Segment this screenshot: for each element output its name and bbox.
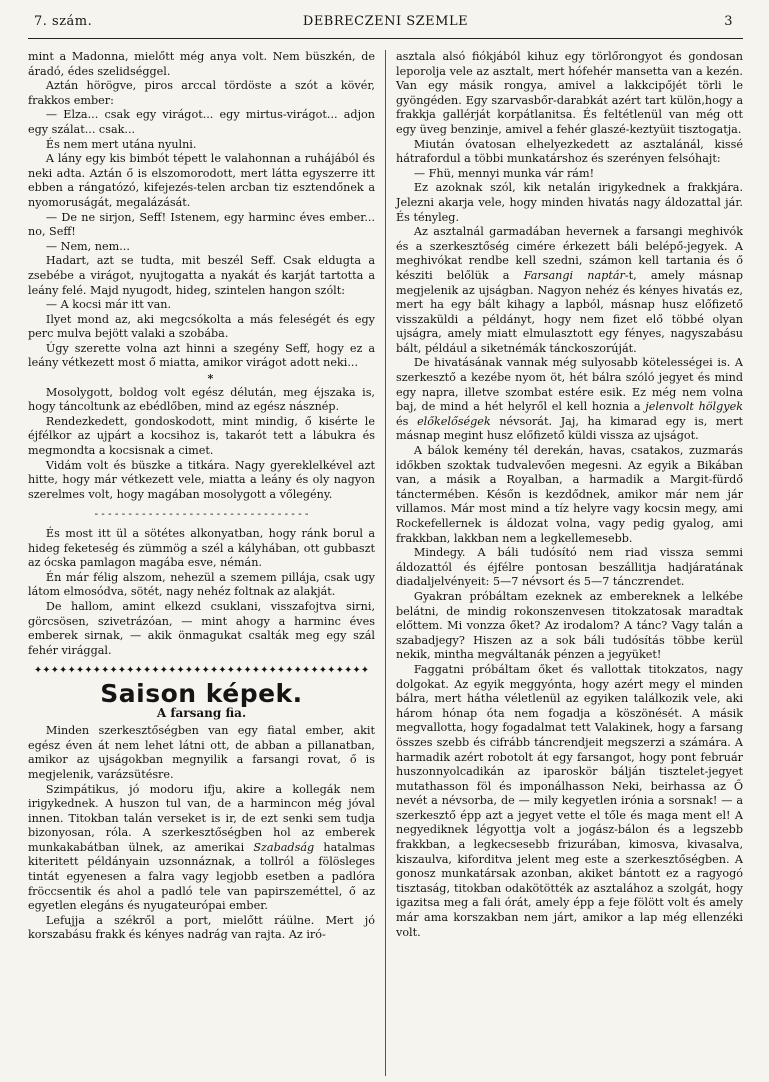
paragraph: A lány egy kis bimbót tépett le valahonnan a ruhájából és neki adta. Aztán ő is elszomorodott, mert látta egyszerre itt ebben a rángatózó, kifejezés-telen arcban tiz esztendőnek a nyomoruságát, megalázását. (28, 152, 375, 209)
paragraph: Lefujja a székről a port, mielőtt ráülne. Mert jó korszabásu frakk és kényes nadrág van rajta. Az iró- (28, 913, 375, 942)
paragraph: Miután óvatosan elhelyezkedett az asztalánál, kissé hátrafordul a többi munkatárshoz és szerényen felsóhajt: (396, 137, 743, 166)
text-run: Az asztalnál garmadában hevernek a farsangi meghivók és a szerkesztőség cimére érkezett báli belépő-jegyek. A meghivókat rendbe kell szedni, számon kell tartania és ő késziti belőlük a (396, 225, 743, 282)
paragraph: Gyakran próbáltam ezeknek az embereknek a lelkébe belátni, de mindig rokonszenvesen titokzatosak maradtak előttem. Mi vonzza őket? Az irodalom? A tánc? Vagy talán a szabadjegy? Hiszen az a sok báli tudósítás többe kerül nekik, mintha megváltanák pénzen a jegyüket! (396, 589, 743, 662)
section-title: Saison képek. (100, 678, 303, 708)
paragraph: Hadart, azt se tudta, mit beszél Seff. Csak eldugta a zsebébe a virágot, nyujtogatta a nyakát és karját tartotta a leány felé. Majd nyugodt, hideg, szintelen hangon szólt: (28, 254, 375, 297)
paragraph: Vidám volt és büszke a titkára. Nagy gyereklelkével azt hitte, hogy már vétkezett vele, miatta a leány és oly nagyon szerelmes volt, hogy magában mosolygott a vőlegény. (28, 458, 375, 501)
ornament-separator: ✦✦✦✦✦✦✦✦✦✦✦✦✦✦✦✦✦✦✦✦✦✦✦✦✦✦✦✦✦✦✦✦✦✦✦✦✦✦✦✦ (33, 665, 370, 677)
emphasis: jelenvolt hölgyek (645, 400, 743, 414)
header-rule (28, 38, 743, 39)
section-subtitle: A farsang fia. (156, 705, 247, 720)
paragraph: asztala alsó fiókjából kihuz egy törlőrongyot és gondosan leporolja vele az asztalt, mert hófehér mansetta van a kezén. Van egy másik rongya, amivel a lakkcipőjét törli le gyöngéden. Egy szarvasbőr-darabkát azért tart külön,hogy a frakkja gallérját korpátlanitsa. És feltétlenül van még ott egy üveg benzinje, amivel a fehér glaszé-keztyüit tisztogatja. (396, 50, 743, 136)
newspaper-name: Szabadság (253, 840, 315, 854)
text-run: Szimpátikus, jó modoru ifju, akire a kollegák nem irigykednek. A huszon tul van, de a harmincon még jóval innen. Titokban talán verseket is ir, de ezt senki sem tudja bizonyosan, róla. A szerkesztőségben hol az emberek munkakabátban ülnek, az amerikai (28, 782, 375, 854)
paragraph: És most itt ül a sötétes alkonyatban, hogy ránk borul a hideg feketeség és zümmög a szél a kályhában, ott gubbaszt az ócska pamlagon magába esve, némán. (28, 527, 375, 570)
paragraph (28, 783, 375, 914)
dialog-line: — De ne sirjon, Seff! Istenem, egy harminc éves ember... no, Seff! (28, 210, 375, 239)
dialog-line: — Elza... csak egy virágot... egy mirtus-virágot... adjon egy szálat... csak... (28, 108, 375, 136)
text-run: hatalmas kiteritett példányain uzsonnáznak, a tollról a fölösleges tintát egyenesen a falra vagy legjobb esetben a padlóra fröccsentik és ahol a padló tele van papirszeméttel, ő az egyetlen elegáns és nyugateurópai ember. (28, 840, 375, 913)
section-star: * (207, 371, 214, 386)
dialog-line: — A kocsi már itt van. (45, 298, 172, 312)
page-header (28, 14, 743, 34)
paragraph: Én már félig alszom, nehezül a szemem pillája, csak ugy látom elmosódva, sötét, nagy nehéz foltnak az alakját. (28, 570, 375, 599)
paragraph: mint a Madonna, mielőtt még anya volt. Nem büszkén, de áradó, édes szelidséggel. (28, 50, 375, 78)
paragraph: De hallom, amint elkezd csuklani, visszafojtva sirni, görcsösen, szivetrázóan, — mint ahogy a harminc éves emberek sirnak, — akik önmagukat csalták meg egy szál fehér virággal. (28, 599, 375, 657)
dashed-separator: - - - - - - - - - - - - - - - - - - - - - - - - - - - - - - - - (94, 509, 309, 521)
paragraph: A bálok kemény tél derekán, havas, csatakos, zuzmarás időkben szoktak tudvalevően megesni. Az egyik a Bikában van, a másik a Royalban, a harmadik a Margit-fürdő táncterméb​en. Későn is kezdődnek, amikor már nem jár villamos. Már most mind a tíz helyre vagy kocsin megy, ami Rockefellernek is áldozat volna, vagy pedig gyalog, ami frakkban, lakkban nem a legkellemesebb. (396, 444, 743, 545)
emphasis: előkelőségek (417, 414, 491, 428)
dialog-line: — Fhü, mennyi munka vár rám! (413, 166, 595, 180)
paragraph: Rendezkedett, gondoskodott, mint mindig, ő kisérte le éjfélkor az ujpárt a kocsihoz is, takarót tett a lábukra és megmondta a kocsisnak a cimet. (28, 414, 375, 458)
right-column (386, 50, 743, 1076)
calendar-title: Farsangi naptár (523, 268, 625, 282)
paragraph: Faggatni próbáltam őket és vallottak titokzatos, nagy dolgokat. Az egyik meggyónta, hogy azért megy el minden bálra, mert hátha véletlenül az egyiken találkozik vele, aki három hónap óta nem fogadja a köszönését. A másik megvallotta, hogy fogadalmat tett Valakinek, hogy a farsang összes szebb és cifrább táncrendjeit megszerzi a számára. A harmadik azért robotolt át egy farsangot, hogy pont febr​uár huszonnyolcadikán az iparoskör bálján tisztelet-jegyet mutathasson föl és imponálhasson Neki, beirhassa az Ő nevét a névsorba, de — mily kegyetlen irónia a sorsnak! — a szerkesztő épp azt a jegyet vette el tőle és maga ment el! A negyediknek légyottja volt a jogász-bálon és a legszebb frakkban, a legkecsesebb frizurában, kimosva, kivasalva, kiszaulva, kiforditva jelent meg este a szerkesztőségben. A gonosz munkatársak azonban, akiket bántott ez a ragyogó tisztaság, titokban odakötötték az asztalához a szolgát, hogy igazitsa meg a fali órát, amely épp a feje fölött volt és amely már ama korszakban nem járt, amikor a lap még ellenzéki volt. (396, 662, 743, 939)
text-columns (28, 50, 743, 1076)
paragraph: Ez azoknak szól, kik netalán irigykednek a frakkjára. Jelezni akarja vele, hogy minden hivatás nagy áldozattal jár. És tényleg. (396, 181, 743, 224)
text-run: De hivatásának vannak még sulyosabb kötelességei is. A szerkesztő a kezébe nyom öt, hét bálra szóló jegyet és mind egy napra, illetve szombat estére esik. Ez még nem volna baj, de mind a hét helyről el kell hoznia a (396, 356, 743, 414)
issue-number: 7. szám. (34, 14, 93, 29)
paragraph: Mindegy. A báli tudósító nem riad vissza semmi áldozattól és éjfélre pontosan beszállitja hadjáratának diadaljelvényeit: 5—7 névsort és 5—7 tánczrendet. (396, 546, 743, 589)
paragraph: Ilyet mond az, aki megcsókolta a más feleségét és egy perc mulva bejött valaki a szobába. (28, 312, 375, 341)
text-run: -t, amely másnap megjelenik az ujságban. Nagyon nehéz és kényes hivatás ez, mert ha egy bált kihagy a lapból, másnap husz előfizető visszaküldi a példányt, hogy nem fizet elő többé olyan ujságra, amely miatt elmulasztott egy fényes, nagyszabásu bált, például a siketnémák tánckoszorúját. (396, 268, 743, 355)
journal-title: DEBRECZENI SZEMLE (302, 14, 469, 29)
paragraph: Mosolygott, boldog volt egész délután, meg éjszaka is, hogy táncoltunk az ebédlőben, mind az egész násznép. (28, 385, 375, 414)
left-column (28, 50, 385, 1076)
paragraph: És nem mert utána nyulni. (45, 137, 197, 151)
paragraph: Úgy szerette volna azt hinni a szegény Seff, hogy ez a leány vétkezett most ő miatta, amikor virágot adott neki... (28, 341, 375, 370)
paragraph (396, 356, 743, 444)
text-run: és (396, 414, 409, 428)
dialog-line: — Nem, nem... (45, 239, 130, 253)
page-number: 3 (724, 14, 733, 29)
paragraph: Minden szerkesztőségben van egy fiatal ember, akit egész éven át nem lehet látni ott, de abban a pillanatban, amikor az ujságokban megnyilik a farsangi rovat, ő is megjelenik, varázsütésre. (28, 724, 375, 781)
paragraph (396, 225, 743, 356)
text-run: névsorát. Jaj, ha kimarad egy is, mert másnap megint husz előfizető küldi vissza az ujságot. (396, 414, 743, 443)
paragraph: Aztán hörögve, piros arccal tördöste a szót a kövér, frakkos ember: (28, 79, 375, 107)
